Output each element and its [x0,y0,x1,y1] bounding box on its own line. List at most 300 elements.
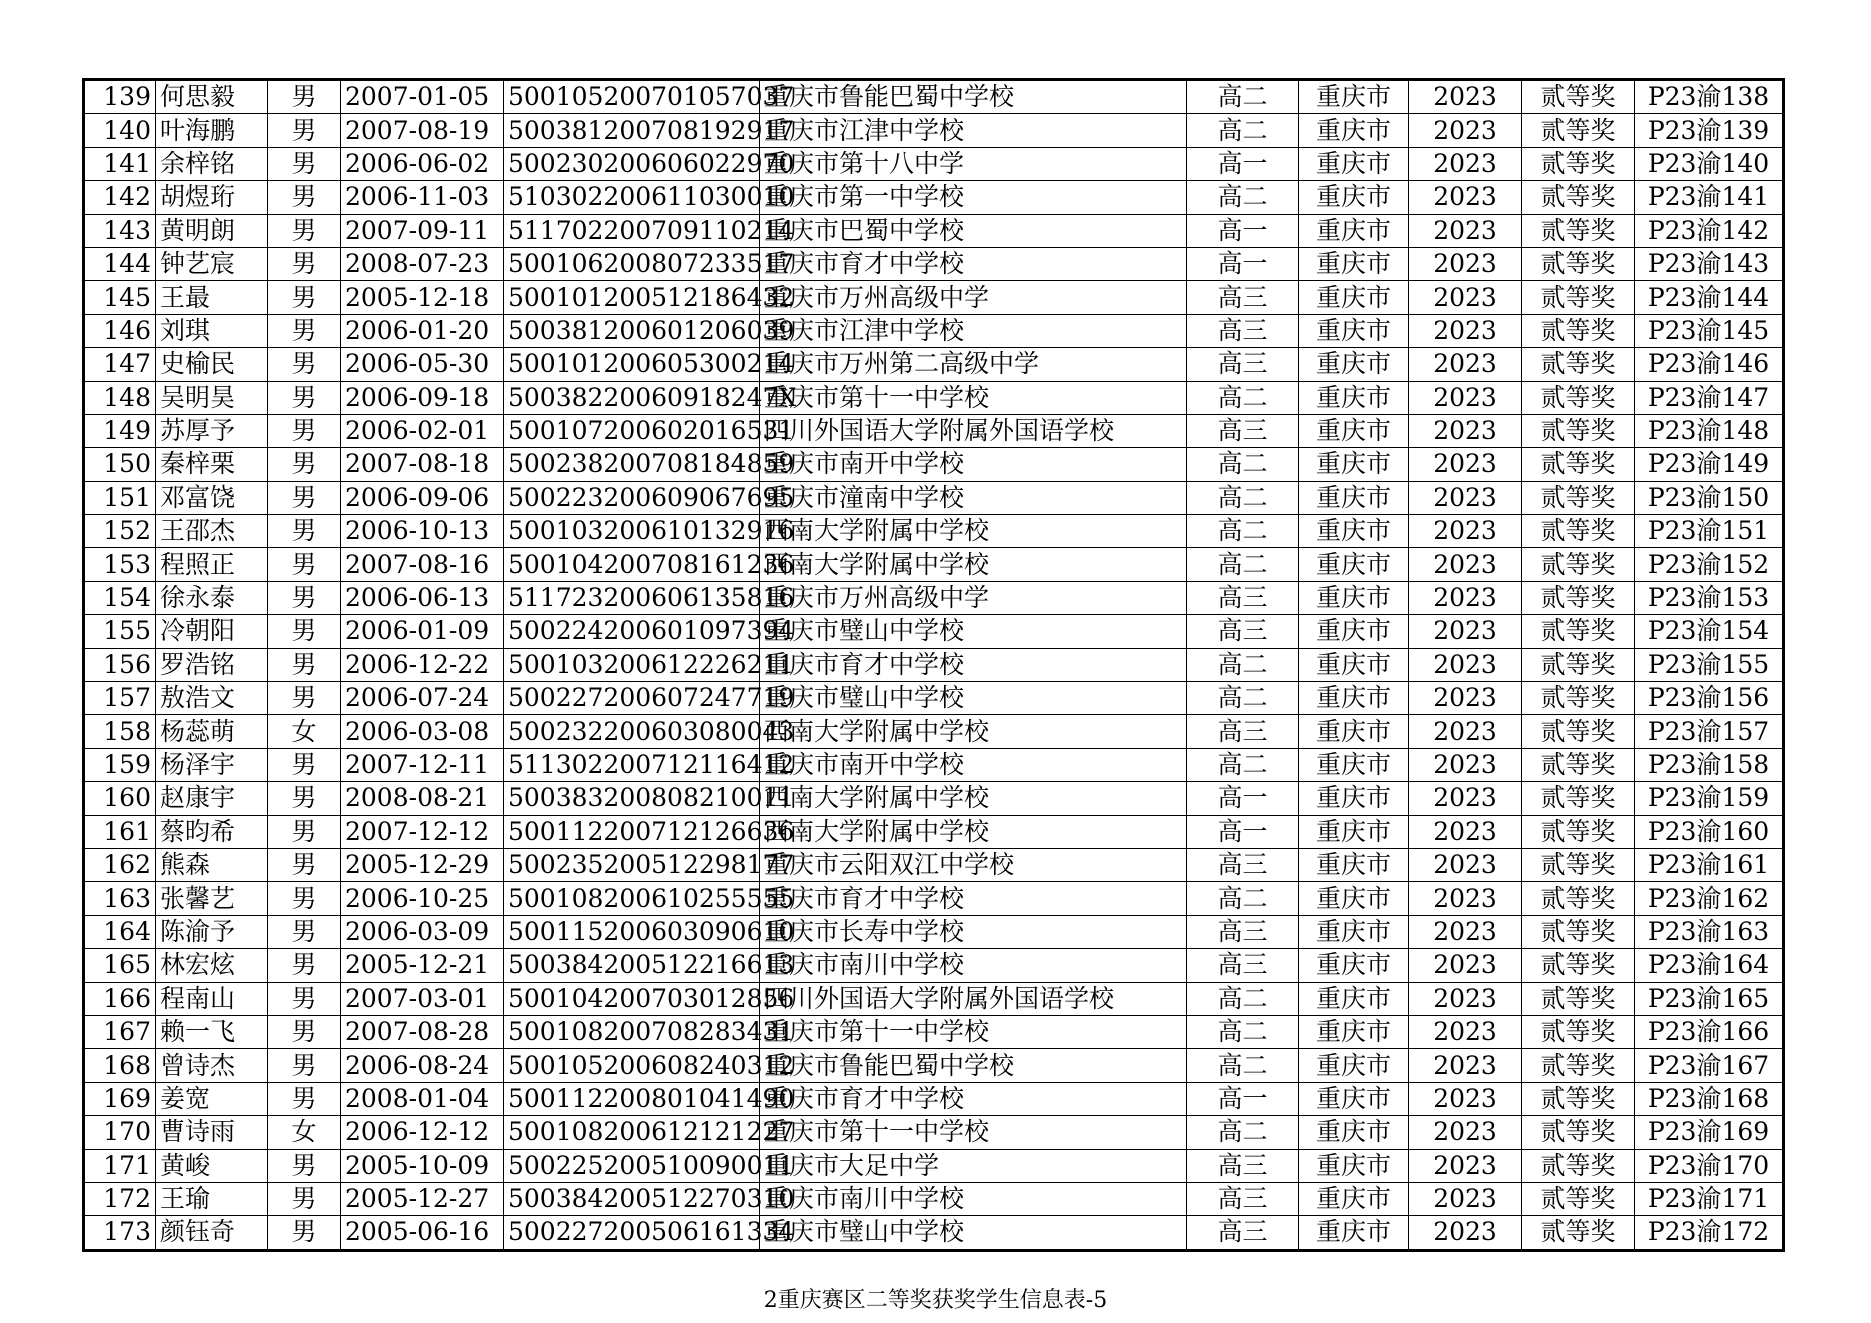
region-cell: 重庆市 [1299,147,1409,180]
id-number-cell: 500381200601206039 [504,314,760,347]
grade-cell: 高二 [1187,381,1299,414]
region-cell: 重庆市 [1299,548,1409,581]
award-level-cell: 贰等奖 [1522,147,1635,180]
id-number-cell: 500105200701057037 [504,80,760,114]
table-row [84,982,1784,1015]
region-cell: 重庆市 [1299,247,1409,280]
id-number-cell: 500383200808210011 [504,782,760,815]
award-level-cell: 贰等奖 [1522,348,1635,381]
gender-cell: 男 [268,615,341,648]
year-cell: 2023 [1409,147,1522,180]
award-level-cell: 贰等奖 [1522,882,1635,915]
table-row [84,1049,1784,1082]
grade-cell: 高三 [1187,1149,1299,1182]
award-level-cell: 贰等奖 [1522,448,1635,481]
region-cell: 重庆市 [1299,481,1409,514]
row-number-cell: 173 [84,1216,156,1250]
region-cell: 重庆市 [1299,648,1409,681]
award-level-cell: 贰等奖 [1522,648,1635,681]
gender-cell: 男 [268,748,341,781]
birth-date-cell: 2006-08-24 [341,1049,504,1082]
region-cell: 重庆市 [1299,114,1409,147]
school-name-cell: 重庆市万州第二高级中学 [760,348,1187,381]
year-cell: 2023 [1409,80,1522,114]
table-row [84,147,1784,180]
year-cell: 2023 [1409,314,1522,347]
id-number-cell: 500384200512216613 [504,949,760,982]
award-level-cell: 贰等奖 [1522,515,1635,548]
id-number-cell: 500104200703012856 [504,982,760,1015]
row-number-cell: 161 [84,815,156,848]
row-number-cell: 169 [84,1082,156,1115]
region-cell: 重庆市 [1299,448,1409,481]
certificate-number-cell: P23渝151 [1635,515,1784,548]
gender-cell: 男 [268,682,341,715]
id-number-cell: 500103200612226211 [504,648,760,681]
grade-cell: 高一 [1187,147,1299,180]
gender-cell: 男 [268,1049,341,1082]
table-row [84,748,1784,781]
school-name-cell: 重庆市江津中学校 [760,314,1187,347]
award-table [82,78,1785,1252]
table-body [84,80,1784,1251]
student-name-cell: 何思毅 [156,80,268,114]
table-row [84,515,1784,548]
certificate-number-cell: P23渝138 [1635,80,1784,114]
school-name-cell: 重庆市第十一中学校 [760,381,1187,414]
year-cell: 2023 [1409,949,1522,982]
school-name-cell: 重庆市育才中学校 [760,1082,1187,1115]
school-name-cell: 重庆市大足中学 [760,1149,1187,1182]
birth-date-cell: 2006-10-13 [341,515,504,548]
certificate-number-cell: P23渝172 [1635,1216,1784,1250]
gender-cell: 男 [268,848,341,881]
gender-cell: 男 [268,348,341,381]
grade-cell: 高一 [1187,782,1299,815]
region-cell: 重庆市 [1299,782,1409,815]
award-level-cell: 贰等奖 [1522,1216,1635,1250]
gender-cell: 男 [268,782,341,815]
gender-cell: 男 [268,481,341,514]
id-number-cell: 500106200807233517 [504,247,760,280]
row-number-cell: 166 [84,982,156,1015]
id-number-cell: 500103200610132916 [504,515,760,548]
school-name-cell: 重庆市育才中学校 [760,247,1187,280]
grade-cell: 高一 [1187,214,1299,247]
certificate-number-cell: P23渝157 [1635,715,1784,748]
year-cell: 2023 [1409,1182,1522,1215]
birth-date-cell: 2006-01-09 [341,615,504,648]
row-number-cell: 158 [84,715,156,748]
region-cell: 重庆市 [1299,1015,1409,1048]
gender-cell: 男 [268,982,341,1015]
certificate-number-cell: P23渝170 [1635,1149,1784,1182]
birth-date-cell: 2008-01-04 [341,1082,504,1115]
award-level-cell: 贰等奖 [1522,1182,1635,1215]
region-cell: 重庆市 [1299,1049,1409,1082]
gender-cell: 男 [268,1149,341,1182]
student-name-cell: 姜宽 [156,1082,268,1115]
birth-date-cell: 2007-08-16 [341,548,504,581]
id-number-cell: 500232200603080043 [504,715,760,748]
grade-cell: 高三 [1187,715,1299,748]
student-name-cell: 张馨艺 [156,882,268,915]
gender-cell: 男 [268,281,341,314]
birth-date-cell: 2007-03-01 [341,982,504,1015]
student-name-cell: 钟艺宸 [156,247,268,280]
award-level-cell: 贰等奖 [1522,581,1635,614]
year-cell: 2023 [1409,815,1522,848]
table-row [84,782,1784,815]
birth-date-cell: 2005-12-27 [341,1182,504,1215]
birth-date-cell: 2008-08-21 [341,782,504,815]
award-level-cell: 贰等奖 [1522,915,1635,948]
gender-cell: 男 [268,414,341,447]
year-cell: 2023 [1409,281,1522,314]
award-level-cell: 贰等奖 [1522,114,1635,147]
award-level-cell: 贰等奖 [1522,982,1635,1015]
year-cell: 2023 [1409,214,1522,247]
row-number-cell: 144 [84,247,156,280]
row-number-cell: 155 [84,615,156,648]
row-number-cell: 149 [84,414,156,447]
gender-cell: 男 [268,548,341,581]
id-number-cell: 500104200708161236 [504,548,760,581]
year-cell: 2023 [1409,515,1522,548]
certificate-number-cell: P23渝156 [1635,682,1784,715]
certificate-number-cell: P23渝154 [1635,615,1784,648]
year-cell: 2023 [1409,848,1522,881]
school-name-cell: 重庆市潼南中学校 [760,481,1187,514]
student-name-cell: 杨蕊萌 [156,715,268,748]
award-level-cell: 贰等奖 [1522,682,1635,715]
certificate-number-cell: P23渝142 [1635,214,1784,247]
birth-date-cell: 2005-10-09 [341,1149,504,1182]
award-level-cell: 贰等奖 [1522,1015,1635,1048]
gender-cell: 男 [268,882,341,915]
gender-cell: 男 [268,1082,341,1115]
grade-cell: 高三 [1187,281,1299,314]
grade-cell: 高三 [1187,348,1299,381]
student-name-cell: 王邵杰 [156,515,268,548]
table-row [84,715,1784,748]
year-cell: 2023 [1409,348,1522,381]
id-number-cell: 500223200609067695 [504,481,760,514]
year-cell: 2023 [1409,581,1522,614]
student-name-cell: 陈渝予 [156,915,268,948]
row-number-cell: 168 [84,1049,156,1082]
certificate-number-cell: P23渝146 [1635,348,1784,381]
id-number-cell: 500115200603090610 [504,915,760,948]
year-cell: 2023 [1409,915,1522,948]
row-number-cell: 160 [84,782,156,815]
id-number-cell: 500225200510090011 [504,1149,760,1182]
row-number-cell: 146 [84,314,156,347]
school-name-cell: 重庆市巴蜀中学校 [760,214,1187,247]
id-number-cell: 500105200608240312 [504,1049,760,1082]
row-number-cell: 167 [84,1015,156,1048]
certificate-number-cell: P23渝164 [1635,949,1784,982]
region-cell: 重庆市 [1299,715,1409,748]
region-cell: 重庆市 [1299,181,1409,214]
birth-date-cell: 2005-06-16 [341,1216,504,1250]
certificate-number-cell: P23渝163 [1635,915,1784,948]
table-row [84,815,1784,848]
student-name-cell: 冷朝阳 [156,615,268,648]
region-cell: 重庆市 [1299,1082,1409,1115]
student-name-cell: 林宏炫 [156,949,268,982]
school-name-cell: 重庆市育才中学校 [760,882,1187,915]
table-row [84,281,1784,314]
certificate-number-cell: P23渝147 [1635,381,1784,414]
table-row [84,949,1784,982]
region-cell: 重庆市 [1299,1182,1409,1215]
table-row [84,648,1784,681]
row-number-cell: 151 [84,481,156,514]
gender-cell: 男 [268,80,341,114]
id-number-cell: 500101200605300214 [504,348,760,381]
school-name-cell: 西南大学附属中学校 [760,815,1187,848]
grade-cell: 高二 [1187,982,1299,1015]
id-number-cell: 500227200506161334 [504,1216,760,1250]
birth-date-cell: 2008-07-23 [341,247,504,280]
school-name-cell: 西南大学附属中学校 [760,548,1187,581]
student-name-cell: 徐永泰 [156,581,268,614]
student-name-cell: 胡煜珩 [156,181,268,214]
id-number-cell: 50038220060918247X [504,381,760,414]
student-name-cell: 蔡昀希 [156,815,268,848]
gender-cell: 男 [268,381,341,414]
row-number-cell: 171 [84,1149,156,1182]
table-row [84,214,1784,247]
award-level-cell: 贰等奖 [1522,548,1635,581]
row-number-cell: 139 [84,80,156,114]
table-row [84,481,1784,514]
grade-cell: 高三 [1187,314,1299,347]
certificate-number-cell: P23渝167 [1635,1049,1784,1082]
region-cell: 重庆市 [1299,949,1409,982]
certificate-number-cell: P23渝169 [1635,1116,1784,1149]
region-cell: 重庆市 [1299,414,1409,447]
grade-cell: 高二 [1187,748,1299,781]
student-name-cell: 敖浩文 [156,682,268,715]
birth-date-cell: 2005-12-29 [341,848,504,881]
region-cell: 重庆市 [1299,214,1409,247]
award-level-cell: 贰等奖 [1522,414,1635,447]
school-name-cell: 西南大学附属中学校 [760,715,1187,748]
page-footer: 2重庆赛区二等奖获奖学生信息表-5 [763,1288,1108,1313]
gender-cell: 男 [268,1182,341,1215]
birth-date-cell: 2007-08-18 [341,448,504,481]
gender-cell: 男 [268,515,341,548]
grade-cell: 高二 [1187,548,1299,581]
birth-date-cell: 2006-03-09 [341,915,504,948]
year-cell: 2023 [1409,181,1522,214]
grade-cell: 高三 [1187,615,1299,648]
student-name-cell: 史榆民 [156,348,268,381]
row-number-cell: 164 [84,915,156,948]
grade-cell: 高三 [1187,581,1299,614]
birth-date-cell: 2006-06-02 [341,147,504,180]
award-level-cell: 贰等奖 [1522,715,1635,748]
grade-cell: 高一 [1187,247,1299,280]
student-name-cell: 黄峻 [156,1149,268,1182]
certificate-number-cell: P23渝144 [1635,281,1784,314]
year-cell: 2023 [1409,882,1522,915]
award-level-cell: 贰等奖 [1522,1049,1635,1082]
id-number-cell: 500108200610255555 [504,882,760,915]
gender-cell: 男 [268,448,341,481]
birth-date-cell: 2007-08-28 [341,1015,504,1048]
year-cell: 2023 [1409,114,1522,147]
table-row [84,80,1784,114]
gender-cell: 男 [268,314,341,347]
grade-cell: 高二 [1187,481,1299,514]
gender-cell: 女 [268,715,341,748]
school-name-cell: 重庆市江津中学校 [760,114,1187,147]
grade-cell: 高三 [1187,1182,1299,1215]
gender-cell: 男 [268,1216,341,1250]
grade-cell: 高二 [1187,1049,1299,1082]
student-name-cell: 熊森 [156,848,268,881]
certificate-number-cell: P23渝155 [1635,648,1784,681]
award-level-cell: 贰等奖 [1522,748,1635,781]
award-level-cell: 贰等奖 [1522,1149,1635,1182]
id-number-cell: 500112200712126636 [504,815,760,848]
birth-date-cell: 2006-11-03 [341,181,504,214]
school-name-cell: 重庆市南川中学校 [760,949,1187,982]
id-number-cell: 500235200512298177 [504,848,760,881]
id-number-cell: 500107200602016531 [504,414,760,447]
award-level-cell: 贰等奖 [1522,815,1635,848]
gender-cell: 男 [268,648,341,681]
school-name-cell: 重庆市第一中学校 [760,181,1187,214]
table-row [84,882,1784,915]
grade-cell: 高二 [1187,515,1299,548]
certificate-number-cell: P23渝148 [1635,414,1784,447]
year-cell: 2023 [1409,982,1522,1015]
table-row [84,1216,1784,1250]
birth-date-cell: 2006-06-13 [341,581,504,614]
student-name-cell: 刘琪 [156,314,268,347]
year-cell: 2023 [1409,1049,1522,1082]
certificate-number-cell: P23渝152 [1635,548,1784,581]
student-name-cell: 苏厚予 [156,414,268,447]
table-row [84,915,1784,948]
grade-cell: 高二 [1187,80,1299,114]
year-cell: 2023 [1409,1216,1522,1250]
student-name-cell: 程南山 [156,982,268,1015]
student-name-cell: 王瑜 [156,1182,268,1215]
id-number-cell: 510302200611030010 [504,181,760,214]
year-cell: 2023 [1409,548,1522,581]
certificate-number-cell: P23渝171 [1635,1182,1784,1215]
year-cell: 2023 [1409,1082,1522,1115]
gender-cell: 女 [268,1116,341,1149]
school-name-cell: 重庆市南川中学校 [760,1182,1187,1215]
year-cell: 2023 [1409,448,1522,481]
row-number-cell: 145 [84,281,156,314]
grade-cell: 高二 [1187,1015,1299,1048]
year-cell: 2023 [1409,748,1522,781]
region-cell: 重庆市 [1299,1116,1409,1149]
id-number-cell: 500227200607247719 [504,682,760,715]
school-name-cell: 重庆市鲁能巴蜀中学校 [760,80,1187,114]
award-level-cell: 贰等奖 [1522,481,1635,514]
certificate-number-cell: P23渝158 [1635,748,1784,781]
region-cell: 重庆市 [1299,80,1409,114]
certificate-number-cell: P23渝161 [1635,848,1784,881]
row-number-cell: 159 [84,748,156,781]
award-level-cell: 贰等奖 [1522,314,1635,347]
school-name-cell: 重庆市鲁能巴蜀中学校 [760,1049,1187,1082]
student-name-cell: 吴明昊 [156,381,268,414]
id-number-cell: 500224200601097394 [504,615,760,648]
table-row [84,1149,1784,1182]
birth-date-cell: 2006-02-01 [341,414,504,447]
birth-date-cell: 2007-08-19 [341,114,504,147]
year-cell: 2023 [1409,1149,1522,1182]
certificate-number-cell: P23渝165 [1635,982,1784,1015]
certificate-number-cell: P23渝150 [1635,481,1784,514]
table-row [84,848,1784,881]
gender-cell: 男 [268,949,341,982]
table-row [84,1082,1784,1115]
table-row [84,381,1784,414]
birth-date-cell: 2007-12-12 [341,815,504,848]
school-name-cell: 重庆市万州高级中学 [760,281,1187,314]
region-cell: 重庆市 [1299,748,1409,781]
grade-cell: 高三 [1187,1216,1299,1250]
region-cell: 重庆市 [1299,882,1409,915]
certificate-number-cell: P23渝140 [1635,147,1784,180]
id-number-cell: 500230200606022970 [504,147,760,180]
region-cell: 重庆市 [1299,848,1409,881]
table-row [84,114,1784,147]
grade-cell: 高三 [1187,915,1299,948]
id-number-cell: 511702200709110214 [504,214,760,247]
table-row [84,548,1784,581]
birth-date-cell: 2006-09-06 [341,481,504,514]
award-level-cell: 贰等奖 [1522,949,1635,982]
region-cell: 重庆市 [1299,381,1409,414]
award-level-cell: 贰等奖 [1522,1116,1635,1149]
table-row [84,1116,1784,1149]
birth-date-cell: 2007-09-11 [341,214,504,247]
student-name-cell: 程照正 [156,548,268,581]
row-number-cell: 140 [84,114,156,147]
student-name-cell: 王最 [156,281,268,314]
row-number-cell: 142 [84,181,156,214]
gender-cell: 男 [268,214,341,247]
table-row [84,682,1784,715]
student-name-cell: 叶海鹏 [156,114,268,147]
row-number-cell: 170 [84,1116,156,1149]
gender-cell: 男 [268,1015,341,1048]
year-cell: 2023 [1409,682,1522,715]
year-cell: 2023 [1409,782,1522,815]
year-cell: 2023 [1409,1015,1522,1048]
region-cell: 重庆市 [1299,682,1409,715]
student-name-cell: 秦梓栗 [156,448,268,481]
award-level-cell: 贰等奖 [1522,848,1635,881]
region-cell: 重庆市 [1299,1149,1409,1182]
row-number-cell: 147 [84,348,156,381]
year-cell: 2023 [1409,648,1522,681]
id-number-cell: 511723200606135816 [504,581,760,614]
student-name-cell: 曾诗杰 [156,1049,268,1082]
school-name-cell: 重庆市第十一中学校 [760,1015,1187,1048]
